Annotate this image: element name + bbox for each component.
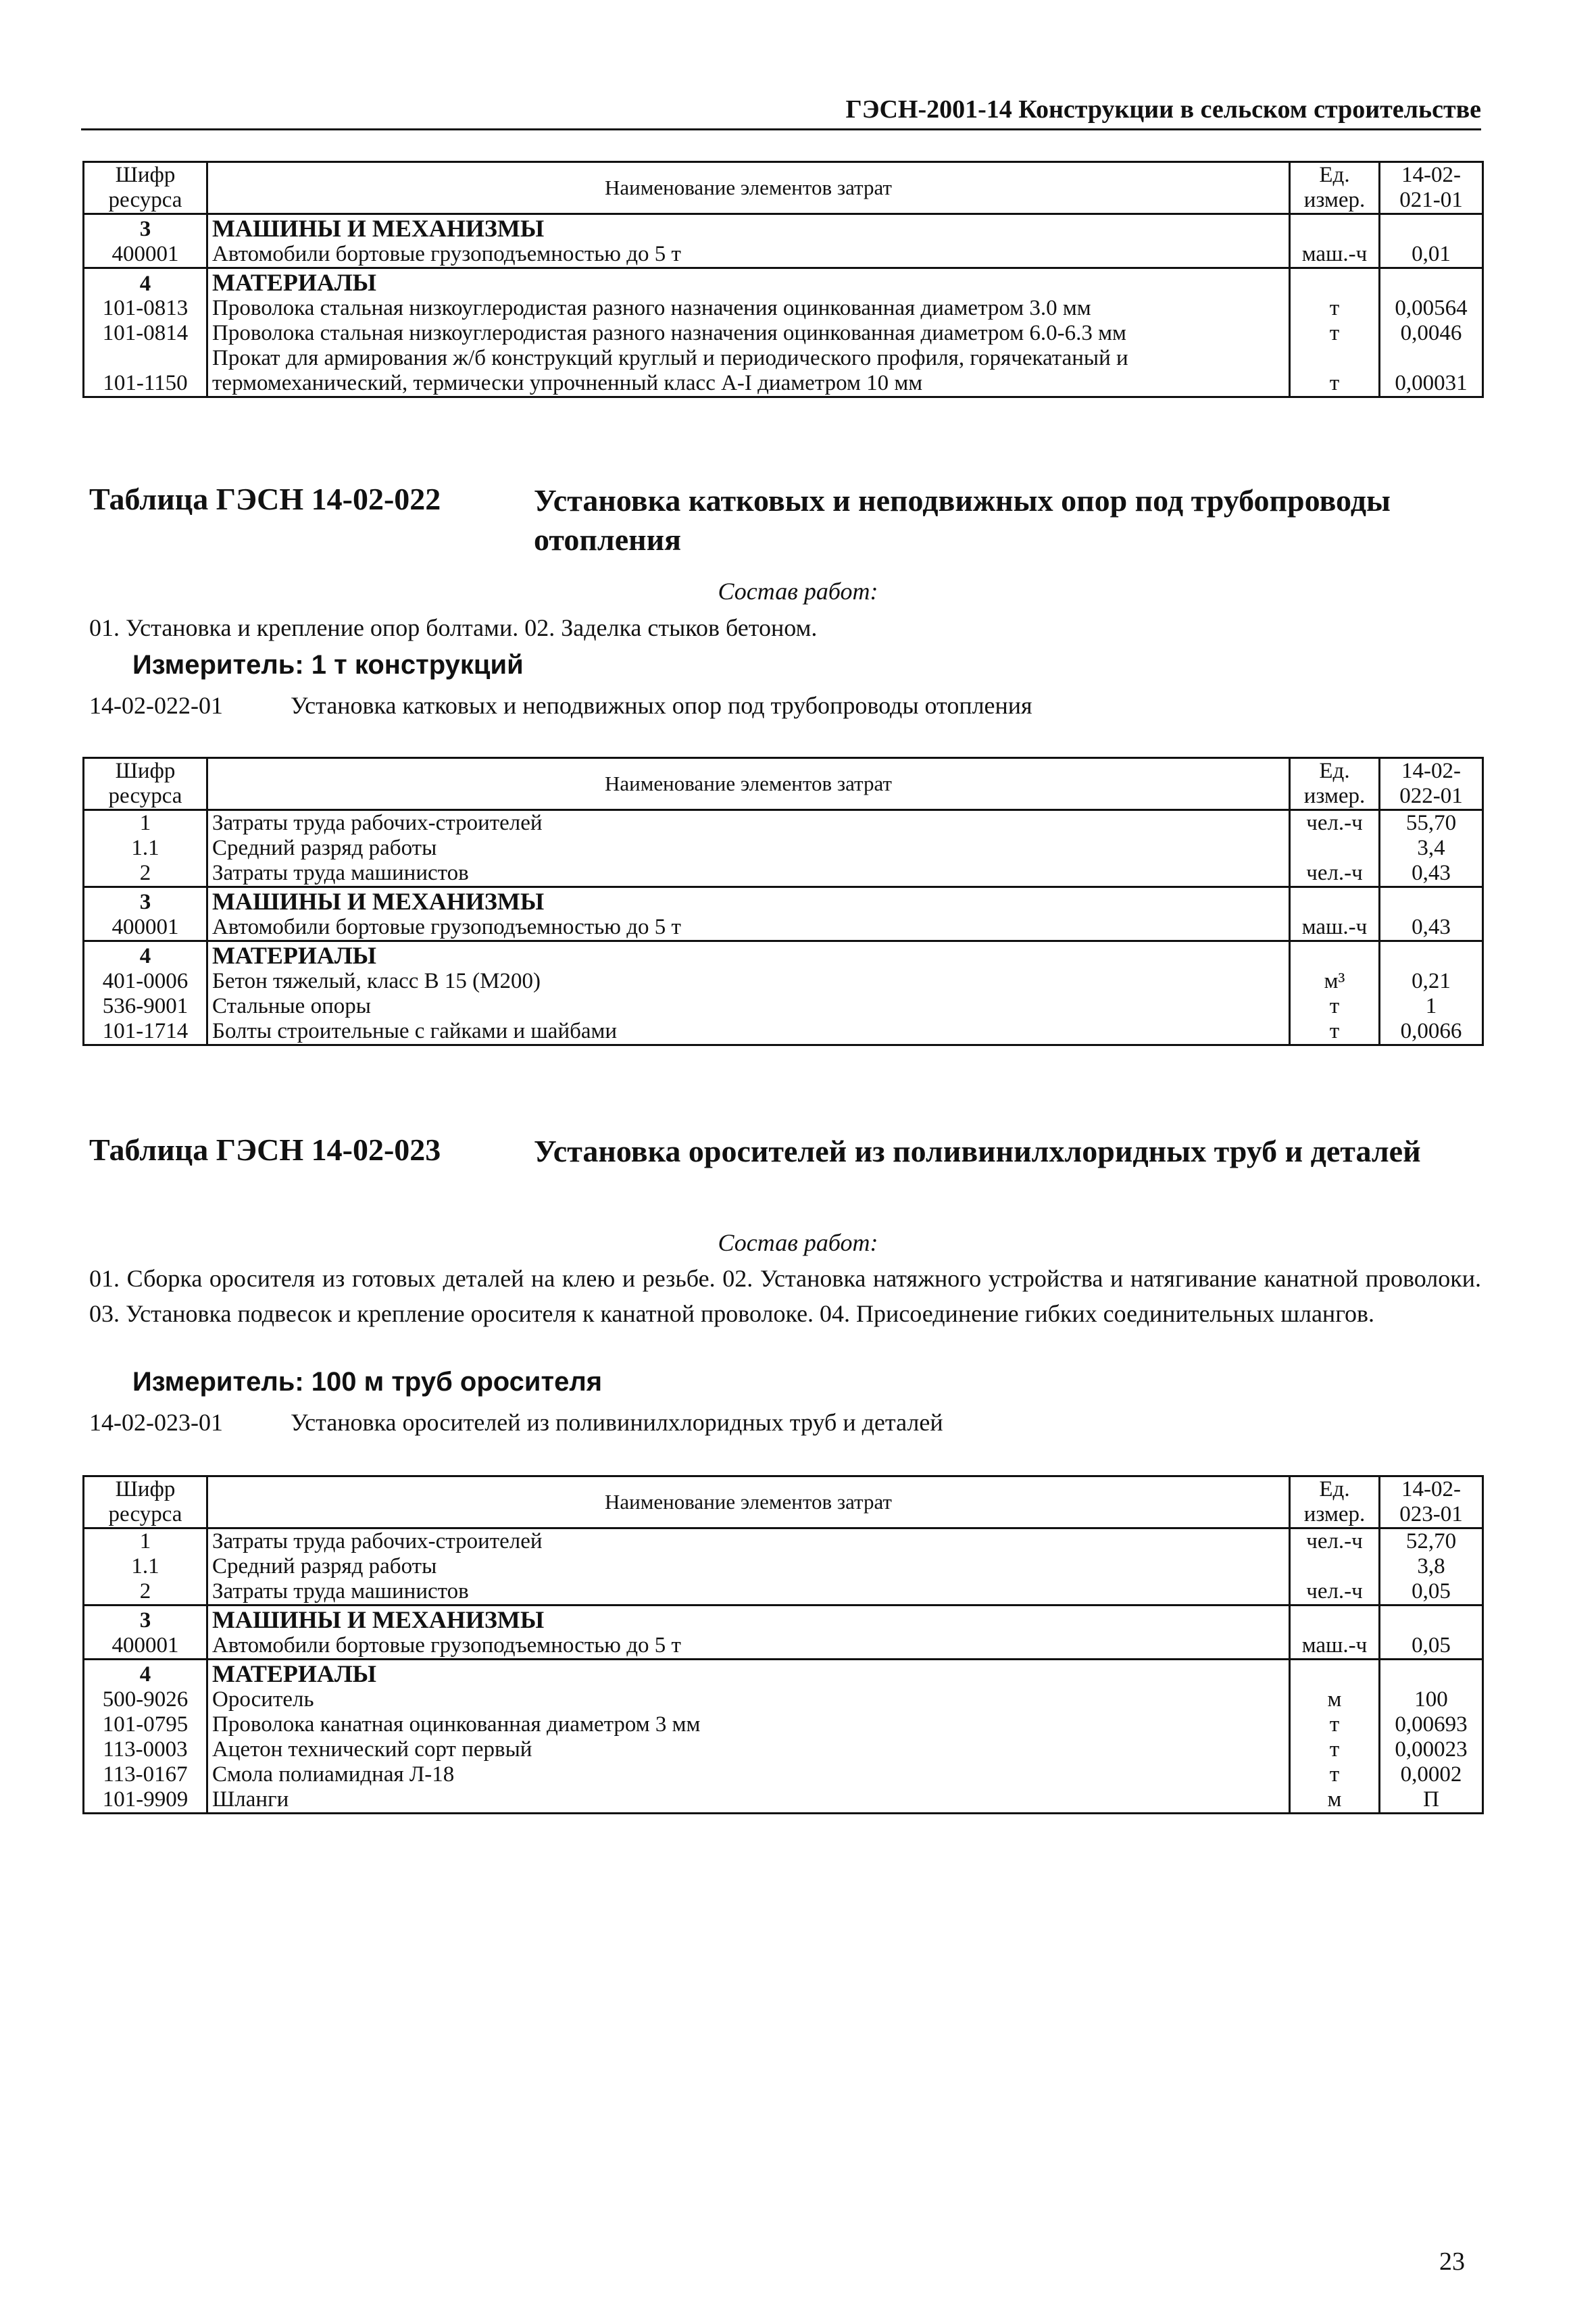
- table-row: [84, 994, 1483, 1019]
- table-row: [84, 1605, 1483, 1633]
- header-code: Шифр: [115, 1477, 176, 1501]
- resource-code: 3: [84, 887, 207, 915]
- resource-unit: т: [1290, 994, 1380, 1019]
- resource-unit: т: [1290, 1737, 1380, 1762]
- work-composition-text: 01. Установка и крепление опор болтами. 02. Заделка стыков бетоном.: [89, 614, 818, 641]
- resource-unit: маш.-ч: [1290, 1633, 1380, 1659]
- norm-name: Установка оросителей из поливинилхлоридных труб и деталей: [291, 1409, 943, 1436]
- resource-unit: маш.-ч: [1290, 915, 1380, 941]
- resource-value: 0,43: [1380, 915, 1483, 941]
- resource-name: МАШИНЫ И МЕХАНИЗМЫ: [207, 1605, 1290, 1633]
- norm-code: 14-02-022-01: [89, 692, 223, 719]
- running-header-title: ГЭСН-2001-14 Конструкции в сельском строительстве: [845, 95, 1481, 124]
- page-number: 23: [1439, 2247, 1465, 2276]
- table-row: [84, 1579, 1483, 1605]
- resource-unit: [1290, 836, 1380, 861]
- resource-value: 55,70: [1380, 810, 1483, 835]
- resource-value: [1380, 214, 1483, 242]
- header-code: Шифр: [115, 759, 176, 783]
- resource-unit: чел.-ч: [1290, 861, 1380, 887]
- unit-of-measure: Измеритель: 100 м труб оросителя: [132, 1367, 603, 1397]
- header-value: 14-02-: [1401, 1477, 1461, 1501]
- table-row: [84, 1633, 1483, 1659]
- resource-name: Смола полиамидная Л-18: [207, 1762, 1290, 1787]
- table-title: Таблица ГЭСН 14-02-023: [89, 1132, 441, 1167]
- resource-code: 101-9909: [84, 1787, 207, 1813]
- table-header-row: [84, 1476, 1483, 1528]
- resource-table-14-02-022: [82, 757, 1484, 1046]
- resource-unit: т: [1290, 321, 1380, 346]
- header-code-2: ресурса: [108, 1501, 182, 1526]
- resource-value: [1380, 1660, 1483, 1688]
- resource-code: 101-0813: [84, 296, 207, 321]
- resource-name: Автомобили бортовые грузоподъемностью до 5 т: [207, 242, 1290, 268]
- unit-of-measure: Измеритель: 1 т конструкций: [132, 650, 524, 680]
- work-composition-label: Состав работ:: [718, 578, 878, 605]
- header-unit-2: измер.: [1303, 1501, 1366, 1526]
- resource-value: 0,43: [1380, 861, 1483, 887]
- resource-unit: [1290, 214, 1380, 242]
- header-unit: Ед.: [1319, 759, 1350, 783]
- resource-code: 113-0167: [84, 1762, 207, 1787]
- work-composition-text: 01. Сборка оросителя из готовых деталей на клею и резьбе. 02. Установка натяжного устройства и натягивание канатной проволоки. 03. Установка подвесок и крепление оросителя к канатной проволоке. 04. Присоединение гибких соединительных шлангов.: [89, 1265, 1481, 1328]
- resource-name: Автомобили бортовые грузоподъемностью до 5 т: [207, 915, 1290, 941]
- resource-unit: чел.-ч: [1290, 810, 1380, 835]
- resource-name: Автомобили бортовые грузоподъемностью до 5 т: [207, 1633, 1290, 1659]
- work-composition-label: Состав работ:: [718, 1229, 878, 1256]
- resource-code: 1: [84, 810, 207, 835]
- resource-code: 3: [84, 214, 207, 242]
- table-row: [84, 1554, 1483, 1579]
- resource-code: 4: [84, 268, 207, 297]
- resource-value: [1380, 941, 1483, 970]
- resource-code: 4: [84, 941, 207, 970]
- table-row: [84, 887, 1483, 915]
- header-name: Наименование элементов затрат: [207, 758, 1290, 810]
- resource-name: Затраты труда рабочих-строителей: [207, 1528, 1290, 1553]
- table-row: [84, 915, 1483, 941]
- resource-code: 113-0003: [84, 1737, 207, 1762]
- resource-code: 101-0795: [84, 1712, 207, 1737]
- header-value-2: 021-01: [1399, 187, 1463, 212]
- resource-name: Бетон тяжелый, класс В 15 (М200): [207, 969, 1290, 994]
- resource-unit: [1290, 887, 1380, 915]
- resource-code: 400001: [84, 242, 207, 268]
- resource-name: Затраты труда машинистов: [207, 1579, 1290, 1605]
- resource-name: Шланги: [207, 1787, 1290, 1813]
- table-name: Установка оросителей из поливинилхлоридных труб и деталей: [534, 1134, 1421, 1168]
- resource-table-14-02-023: [82, 1475, 1484, 1814]
- header-code: Шифр: [115, 163, 176, 187]
- resource-value: 0,00564: [1380, 296, 1483, 321]
- resource-unit: [1290, 1605, 1380, 1633]
- resource-name: МАТЕРИАЛЫ: [207, 941, 1290, 970]
- table-row: [84, 296, 1483, 321]
- table-row: [84, 1660, 1483, 1688]
- table-row: [84, 861, 1483, 887]
- header-unit-2: измер.: [1303, 783, 1366, 808]
- resource-unit: [1290, 941, 1380, 970]
- resource-code: 400001: [84, 1633, 207, 1659]
- resource-value: 1: [1380, 994, 1483, 1019]
- header-unit-2: измер.: [1303, 187, 1366, 212]
- table-row: [84, 214, 1483, 242]
- resource-name: Средний разряд работы: [207, 1554, 1290, 1579]
- resource-code: 536-9001: [84, 994, 207, 1019]
- resource-name: МАШИНЫ И МЕХАНИЗМЫ: [207, 214, 1290, 242]
- header-name: Наименование элементов затрат: [207, 1476, 1290, 1528]
- resource-unit: т: [1290, 1712, 1380, 1737]
- resource-value: 0,00023: [1380, 1737, 1483, 1762]
- resource-value: 0,05: [1380, 1579, 1483, 1605]
- resource-value: 0,05: [1380, 1633, 1483, 1659]
- resource-code: 3: [84, 1605, 207, 1633]
- resource-name: Болты строительные с гайками и шайбами: [207, 1019, 1290, 1045]
- resource-value: 3,4: [1380, 836, 1483, 861]
- table-row: [84, 242, 1483, 268]
- resource-code: 1.1: [84, 836, 207, 861]
- norm-code: 14-02-023-01: [89, 1409, 223, 1436]
- resource-name: Ороситель: [207, 1687, 1290, 1712]
- resource-code: 2: [84, 1579, 207, 1605]
- resource-table-14-02-021: [82, 161, 1484, 398]
- header-value-2: 022-01: [1399, 783, 1463, 808]
- resource-unit: т: [1290, 296, 1380, 321]
- resource-name: Средний разряд работы: [207, 836, 1290, 861]
- resource-unit: [1290, 1660, 1380, 1688]
- resource-unit: м³: [1290, 969, 1380, 994]
- resource-value: 0,21: [1380, 969, 1483, 994]
- header-value: 14-02-: [1401, 163, 1461, 187]
- table-row: [84, 1737, 1483, 1762]
- header-code-2: ресурса: [108, 783, 182, 808]
- resource-code: 101-1150: [84, 346, 207, 397]
- resource-code: 101-1714: [84, 1019, 207, 1045]
- header-value: 14-02-: [1401, 759, 1461, 783]
- resource-unit: маш.-ч: [1290, 242, 1380, 268]
- resource-code: 401-0006: [84, 969, 207, 994]
- resource-value: 0,00031: [1380, 346, 1483, 397]
- resource-name: Проволока стальная низкоуглеродистая разного назначения оцинкованная диаметром 3.0 мм: [207, 296, 1290, 321]
- resource-name: Проволока стальная низкоуглеродистая разного назначения оцинкованная диаметром 6.0-6.3 мм: [207, 321, 1290, 346]
- table-row: [84, 1687, 1483, 1712]
- resource-code: 500-9026: [84, 1687, 207, 1712]
- resource-unit: [1290, 1554, 1380, 1579]
- resource-value: 0,0066: [1380, 1019, 1483, 1045]
- running-header: [81, 93, 1481, 130]
- table-header-row: [84, 162, 1483, 214]
- header-unit: Ед.: [1319, 163, 1350, 187]
- norm-name: Установка катковых и неподвижных опор под трубопроводы отопления: [291, 692, 1032, 719]
- resource-name: Затраты труда машинистов: [207, 861, 1290, 887]
- resource-value: 100: [1380, 1687, 1483, 1712]
- resource-unit: чел.-ч: [1290, 1579, 1380, 1605]
- resource-name: МАТЕРИАЛЫ: [207, 268, 1290, 297]
- table-row: [84, 1762, 1483, 1787]
- resource-value: 0,0046: [1380, 321, 1483, 346]
- table-row: [84, 1528, 1483, 1553]
- table-row: [84, 268, 1483, 297]
- resource-value: [1380, 268, 1483, 297]
- resource-name: Стальные опоры: [207, 994, 1290, 1019]
- resource-code: 101-0814: [84, 321, 207, 346]
- table-row: [84, 941, 1483, 970]
- resource-name: МАШИНЫ И МЕХАНИЗМЫ: [207, 887, 1290, 915]
- table-row: [84, 1712, 1483, 1737]
- resource-unit: чел.-ч: [1290, 1528, 1380, 1553]
- table-row: [84, 1019, 1483, 1045]
- resource-value: 52,70: [1380, 1528, 1483, 1553]
- header-unit: Ед.: [1319, 1477, 1350, 1501]
- resource-name: Ацетон технический сорт первый: [207, 1737, 1290, 1762]
- resource-code: 1: [84, 1528, 207, 1553]
- table-header-row: [84, 758, 1483, 810]
- resource-unit: м: [1290, 1787, 1380, 1813]
- resource-name: Прокат для армирования ж/б конструкций круглый и периодического профиля, горячекатаный и термомеханический, термически упрочненный класс А-I диаметром 10 мм: [207, 346, 1290, 397]
- table-name: Установка катковых и неподвижных опор под трубопроводы отопления: [534, 483, 1391, 557]
- resource-value: 3,8: [1380, 1554, 1483, 1579]
- resource-name: Проволока канатная оцинкованная диаметром 3 мм: [207, 1712, 1290, 1737]
- resource-value: [1380, 887, 1483, 915]
- resource-code: 2: [84, 861, 207, 887]
- header-value-2: 023-01: [1399, 1501, 1463, 1526]
- resource-unit: т: [1290, 346, 1380, 397]
- resource-name: МАТЕРИАЛЫ: [207, 1660, 1290, 1688]
- resource-value: 0,00693: [1380, 1712, 1483, 1737]
- resource-value: 0,0002: [1380, 1762, 1483, 1787]
- table-row: [84, 346, 1483, 397]
- resource-value: [1380, 1605, 1483, 1633]
- resource-code: 4: [84, 1660, 207, 1688]
- resource-code: 1.1: [84, 1554, 207, 1579]
- resource-value: П: [1380, 1787, 1483, 1813]
- resource-code: 400001: [84, 915, 207, 941]
- resource-unit: т: [1290, 1019, 1380, 1045]
- table-row: [84, 321, 1483, 346]
- header-code-2: ресурса: [108, 187, 182, 212]
- header-name: Наименование элементов затрат: [207, 162, 1290, 214]
- resource-name: Затраты труда рабочих-строителей: [207, 810, 1290, 835]
- table-row: [84, 810, 1483, 835]
- table-title: Таблица ГЭСН 14-02-022: [89, 482, 441, 516]
- resource-unit: [1290, 268, 1380, 297]
- table-row: [84, 836, 1483, 861]
- table-row: [84, 969, 1483, 994]
- resource-value: 0,01: [1380, 242, 1483, 268]
- resource-unit: т: [1290, 1762, 1380, 1787]
- table-row: [84, 1787, 1483, 1813]
- resource-unit: м: [1290, 1687, 1380, 1712]
